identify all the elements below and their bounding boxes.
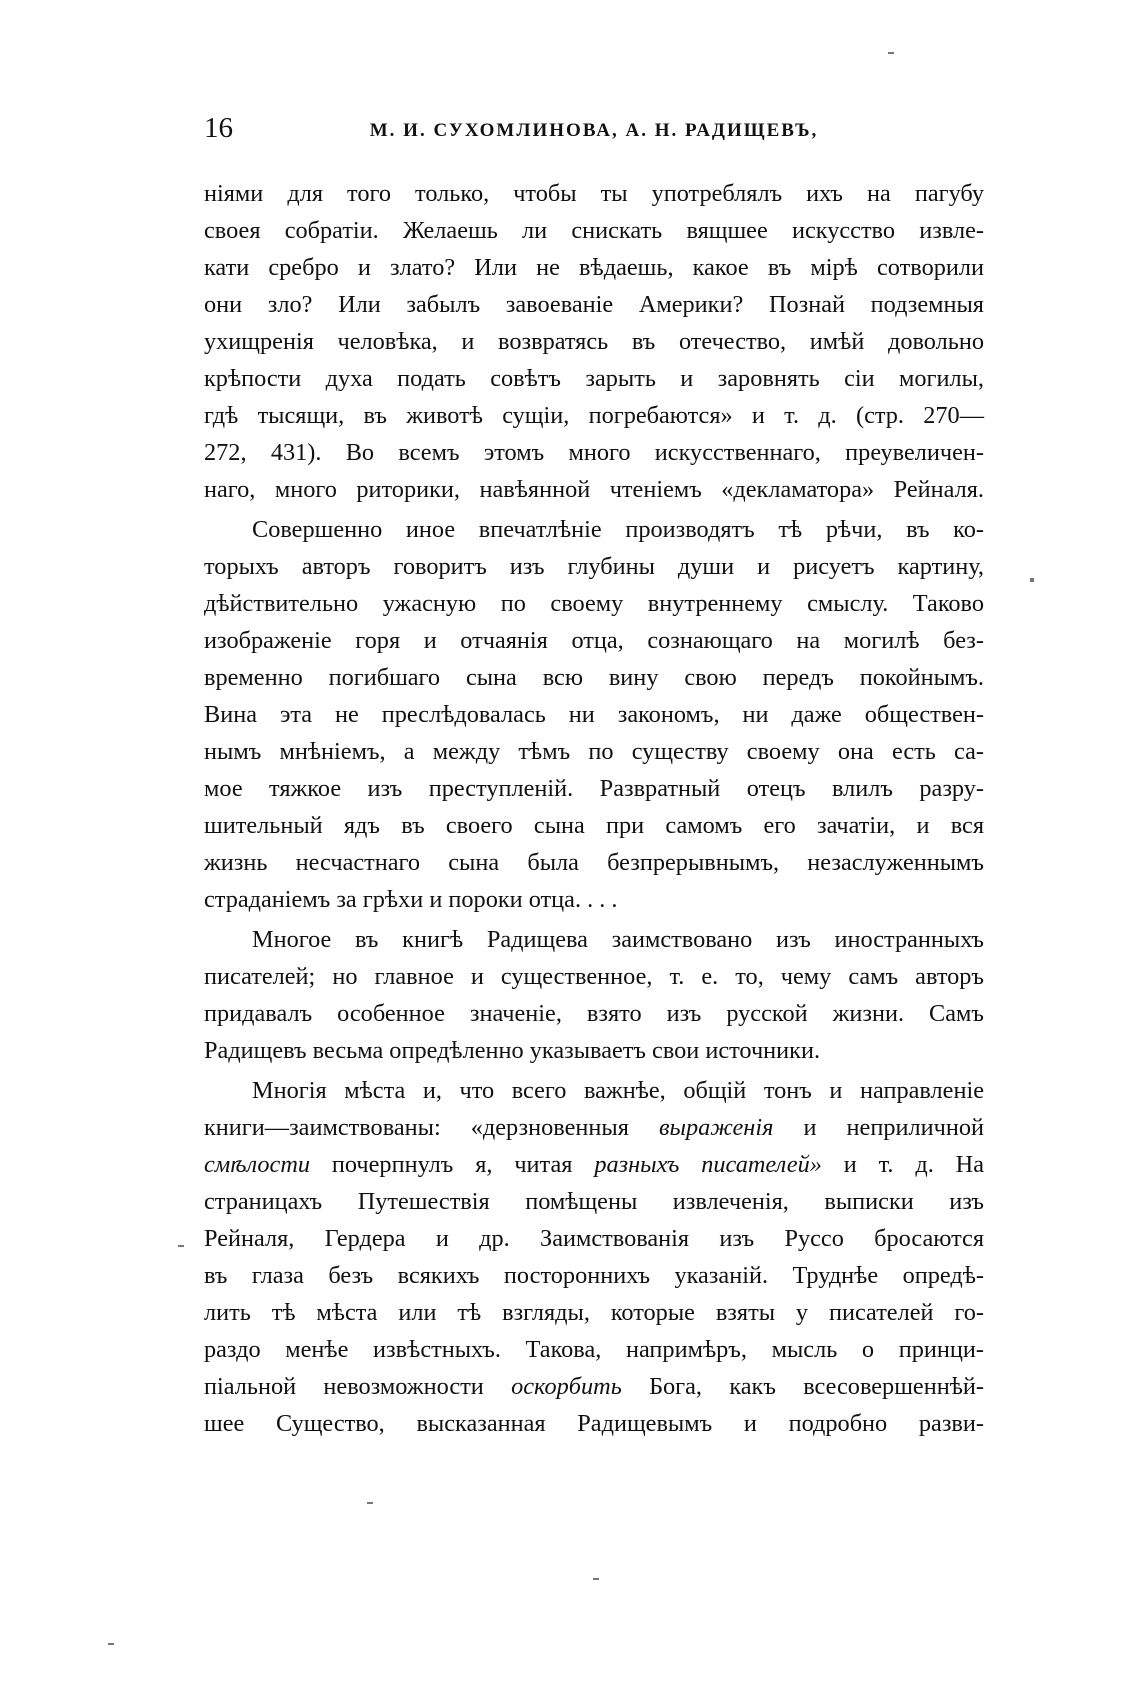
paragraph-2 bbox=[204, 511, 984, 918]
running-head: М. И. СУХОМЛИНОВА, А. Н. РАДИЩЕВЪ, bbox=[369, 120, 819, 141]
text-line: придавалъ особенное значеніе, взято изъ русской жизни. Самъ bbox=[204, 1000, 984, 1027]
text-line: временно погибшаго сына всю вину свою передъ покойнымъ. bbox=[204, 664, 984, 691]
text-line: Рейналя, Гердера и др. Заимствованія изъ Руссо бросаются bbox=[204, 1225, 984, 1252]
page-header bbox=[204, 112, 984, 156]
text-line: Вина эта не преслѣдовалась ни закономъ, ни даже обществен- bbox=[204, 701, 984, 728]
text-line: страницахъ Путешествія помѣщены извлеченія, выписки изъ bbox=[204, 1188, 984, 1215]
text-line: кати сребро и злато? Или не вѣдаешь, какое въ мірѣ сотворили bbox=[204, 254, 984, 281]
text-line: лить тѣ мѣста или тѣ взгляды, которые взяты у писателей го- bbox=[204, 1299, 984, 1326]
italic-segment: смѣлости bbox=[204, 1151, 311, 1178]
text-line: Многія мѣста и, что всего важнѣе, общій тонъ и направленіе bbox=[252, 1077, 984, 1104]
text-segment: почерпнулъ я, читая bbox=[331, 1151, 573, 1178]
text-line: Многое въ книгѣ Радищева заимствовано изъ иностранныхъ bbox=[252, 926, 984, 953]
text-line: своея собратіи. Желаешь ли снискать вящшее искусство извле- bbox=[204, 217, 984, 244]
text-line: страданіемъ за грѣхи и пороки отца. . . . bbox=[204, 886, 618, 913]
text-line: жизнь несчастнаго сына была безпрерывнымъ, незаслуженнымъ bbox=[204, 849, 984, 876]
text-line: дѣйствительно ужасную по своему внутреннему смыслу. Таково bbox=[204, 590, 984, 617]
text-line: ніями для того только, чтобы ты употреблялъ ихъ на пагубу bbox=[204, 180, 984, 207]
text-line: Радищевъ весьма опредѣленно указываетъ свои источники. bbox=[204, 1037, 821, 1064]
body-text bbox=[204, 175, 984, 1442]
text-segment: и т. д. На bbox=[843, 1151, 984, 1178]
text-line: шее Существо, высказанная Радищевымъ и подробно разви- bbox=[204, 1410, 984, 1437]
text-line: наго, много риторики, навѣянной чтеніемъ «декламатора» Рейналя. bbox=[204, 476, 984, 503]
text-line: изображеніе горя и отчаянія отца, сознающаго на могилѣ без- bbox=[204, 627, 984, 654]
text-line: торыхъ авторъ говоритъ изъ глубины души и рисуетъ картину, bbox=[204, 553, 984, 580]
text-line: они зло? Или забылъ завоеваніе Америки? Познай подземныя bbox=[204, 291, 984, 318]
text-line: писателей; но главное и существенное, т. е. то, чему самъ авторъ bbox=[204, 963, 984, 990]
scan-speck bbox=[367, 1502, 373, 1504]
text-line: шительный ядъ въ своего сына при самомъ его зачатіи, и вся bbox=[204, 812, 984, 839]
text-line: крѣпости духа подать совѣтъ зарыть и заровнять сіи могилы, bbox=[204, 365, 984, 392]
italic-segment: выраженія bbox=[658, 1114, 774, 1141]
page-number: 16 bbox=[204, 112, 233, 144]
text-line: гдѣ тысящи, въ животѣ сущіи, погребаются» и т. д. (стр. 270— bbox=[204, 402, 984, 429]
text-line: 272, 431). Во всемъ этомъ много искусственнаго, преувеличен- bbox=[204, 439, 984, 466]
text-line: въ глаза безъ всякихъ постороннихъ указаній. Труднѣе опредѣ- bbox=[204, 1262, 984, 1289]
text-line: нымъ мнѣніемъ, а между тѣмъ по существу своему она есть са- bbox=[204, 738, 984, 765]
paragraph-1 bbox=[204, 175, 984, 508]
text-segment: книги—заимствованы: «дерзновенныя bbox=[204, 1114, 629, 1141]
text-line: раздо менѣе извѣстныхъ. Такова, напримѣръ, мысль о принци- bbox=[204, 1336, 984, 1363]
italic-segment: разныхъ писателей» bbox=[594, 1151, 822, 1178]
scan-speck bbox=[593, 1578, 599, 1580]
scan-speck bbox=[888, 52, 894, 54]
text-line: Совершенно иное впечатлѣніе производятъ тѣ рѣчи, въ ко- bbox=[252, 516, 984, 543]
text-line: мое тяжкое изъ преступленій. Развратный отецъ влилъ разру- bbox=[204, 775, 984, 802]
text-line-mixed bbox=[204, 1368, 984, 1405]
italic-segment: оскорбить bbox=[511, 1373, 622, 1400]
paragraph-4 bbox=[204, 1072, 984, 1442]
text-segment: Бога, какъ всесовершеннѣй- bbox=[649, 1373, 984, 1400]
scan-speck bbox=[108, 1643, 114, 1645]
scan-speck bbox=[178, 1245, 184, 1247]
text-line: ухищренія человѣка, и возвратясь въ отечество, имѣй довольно bbox=[204, 328, 984, 355]
text-line-mixed bbox=[204, 1146, 984, 1183]
scan-speck bbox=[1030, 578, 1034, 582]
text-segment: и неприличной bbox=[803, 1114, 984, 1141]
text-segment: піальной невозможности bbox=[204, 1373, 484, 1400]
text-line-mixed bbox=[204, 1109, 984, 1146]
paragraph-3 bbox=[204, 921, 984, 1069]
